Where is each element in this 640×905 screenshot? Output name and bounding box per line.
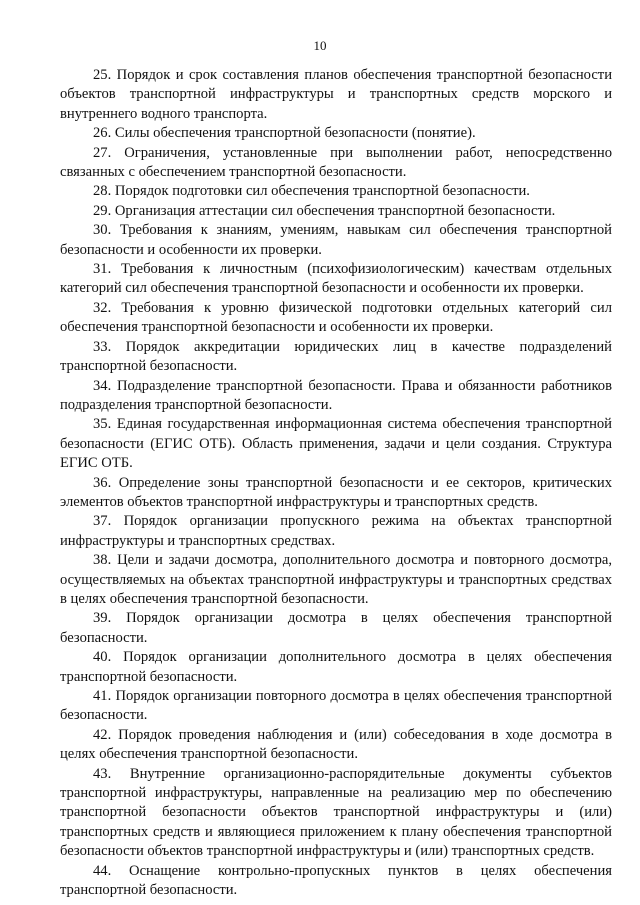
list-item-39: 39. Порядок организации досмотра в целях обеспечения транспортной безопасности. [60, 610, 612, 646]
list-item-28: 28. Порядок подготовки сил обеспечения транспортной безопасности. [93, 183, 530, 200]
list-item-27: 27. Ограничения, установленные при выполнении работ, непосредственно связанных с обеспечением транспортной безопасности. [60, 144, 612, 181]
list-item-35: 35. Единая государственная информационная система обеспечения транспортной безопасности (ЕГИС ОТБ). Область применения, задачи и цели создания. Структура ЕГИС ОТБ. [60, 416, 612, 472]
list-item-29: 29. Организация аттестации сил обеспечения транспортной безопасности. [93, 202, 556, 219]
list-item-41: 41. Порядок организации повторного досмотра в целях обеспечения транспортной безопасности. [60, 688, 612, 724]
list-item-40: 40. Порядок организации дополнительного досмотра в целях обеспечения транспортной безопасности. [60, 649, 612, 685]
list-item-42: 42. Порядок проведения наблюдения и (или) собеседования в ходе досмотра в целях обеспечения транспортной безопасности. [60, 726, 612, 763]
list-item-25: 25. Порядок и срок составления планов обеспечения транспортной безопасности объектов транспортной инфраструктуры и транспортных средств морского и внутреннего водного транспорта. [60, 67, 612, 122]
list-item-37: 37. Порядок организации пропускного режима на объектах транспортной инфраструктуры и транспортных средствах. [60, 513, 612, 549]
list-item-26: 26. Силы обеспечения транспортной безопасности (понятие). [93, 125, 476, 142]
list-item-44: 44. Оснащение контрольно-пропускных пунктов в целях обеспечения транспортной безопасности. [60, 862, 612, 899]
list-item-36: 36. Определение зоны транспортной безопасности и ее секторов, критических элементов объектов транспортной инфраструктуры и транспортных средств. [60, 474, 612, 510]
list-item-33: 33. Порядок аккредитации юридических лиц в качестве подразделений транспортной безопасности. [60, 338, 612, 375]
list-item-34: 34. Подразделение транспортной безопасности. Права и обязанности работников подразделения транспортной безопасности. [60, 377, 612, 413]
list-item-38: 38. Цели и задачи досмотра, дополнительного досмотра и повторного досмотра, осуществляемых на объектах транспортной инфраструктуры и транспортных средствах в целях обеспечения транспортной безопасности. [60, 552, 612, 607]
document-body [60, 66, 612, 900]
list-item-31: 31. Требования к личностным (психофизиологическим) качествам отдельных категорий сил обеспечения транспортной безопасности и особенности их проверки. [60, 261, 612, 297]
list-item-30: 30. Требования к знаниям, умениям, навыкам сил обеспечения транспортной безопасности и особенности их проверки. [60, 222, 612, 258]
page-number: 10 [313, 38, 327, 53]
list-item-32: 32. Требования к уровню физической подготовки отдельных категорий сил обеспечения транспортной безопасности и особенности их проверки. [60, 299, 612, 336]
list-item-43: 43. Внутренние организационно-распорядительные документы субъектов транспортной инфраструктуры, направленные на реализацию мер по обеспечению транспортной безопасности объектов транспортной инфраструктуры и (или) транспортных средств и являющиеся приложением к плану обеспечения транспортной безопасности объектов транспортной инфраструктуры и (или) транспортных средств. [60, 765, 612, 860]
